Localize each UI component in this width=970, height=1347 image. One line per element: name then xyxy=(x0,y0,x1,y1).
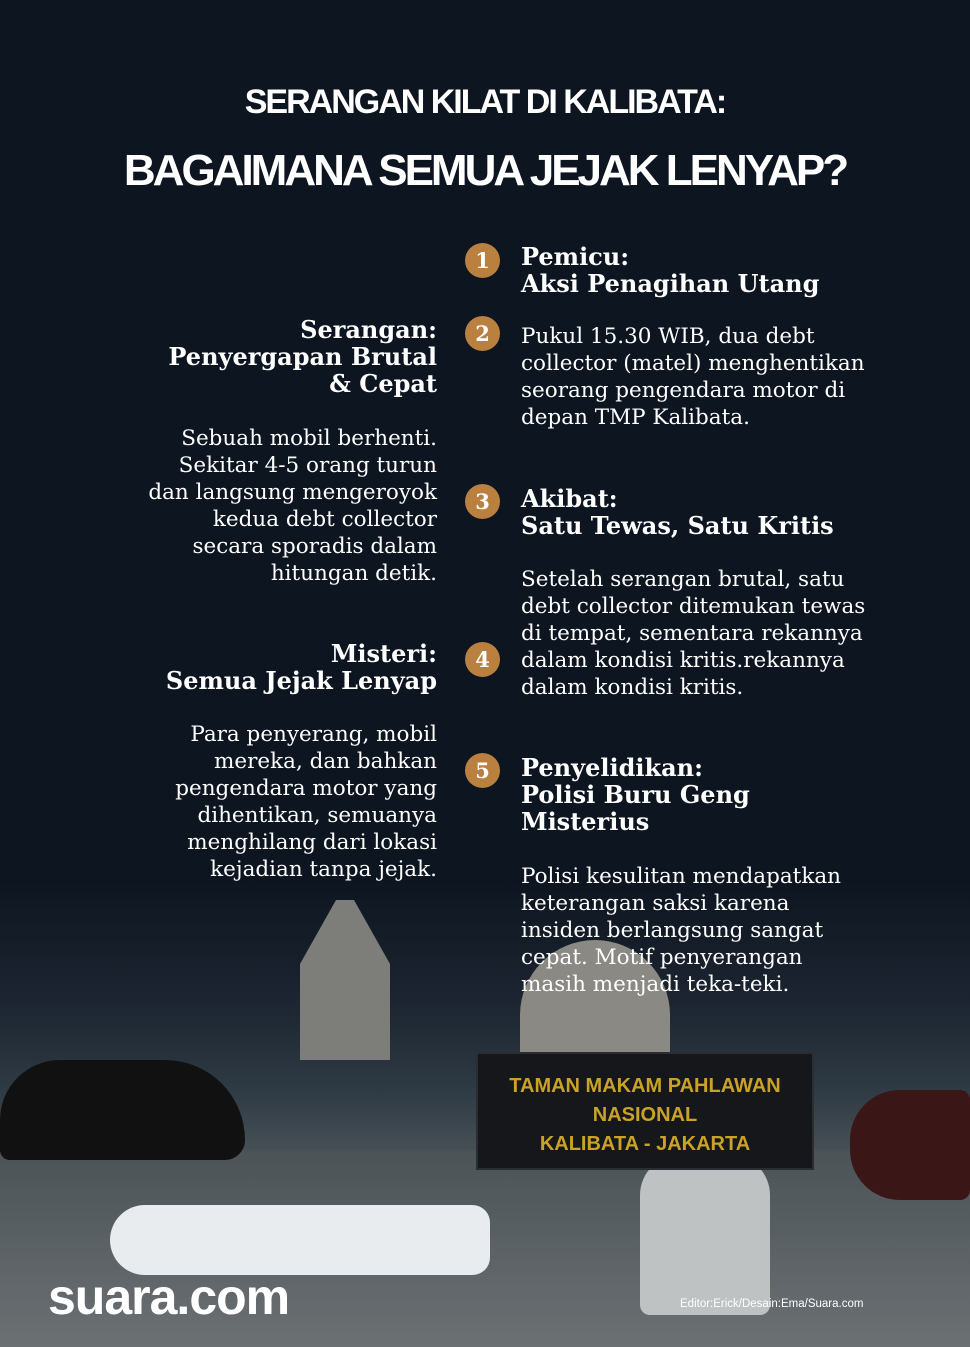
step-badge-2: 2 xyxy=(465,316,500,351)
sign-line-2: NASIONAL xyxy=(592,1104,698,1126)
trigger-heading: Pemicu: Aksi Penagihan Utang xyxy=(521,242,820,298)
sign-line-3: KALIBATA - JAKARTA xyxy=(539,1133,751,1155)
mystery-heading: Misteri: Semua Jejak Lenyap xyxy=(165,639,437,695)
cemetery-sign xyxy=(476,1052,814,1170)
motorcycle xyxy=(850,1090,970,1200)
trigger-body: Pukul 15.30 WIB, dua debt collector (matel) menghentikan seorang pengendara motor di depan TMP Kalibata. xyxy=(521,324,865,430)
investigation-heading: Penyelidikan: Polisi Buru Geng Misterius xyxy=(521,753,750,836)
credit-text: Editor:Erick/Desain:Ema/Suara.com xyxy=(680,1298,864,1310)
suara-logo: suara.com xyxy=(48,1269,290,1325)
step-badge-3: 3 xyxy=(465,484,500,519)
mystery-body: Para penyerang, mobil mereka, dan bahkan pengendara motor yang dihentikan, semuanya menghilang dari lokasi kejadian tanpa jejak. xyxy=(175,722,437,882)
step-badge-4: 4 xyxy=(465,642,500,677)
title-line-2: BAGAIMANA SEMUA JEJAK LENYAP? xyxy=(123,146,847,195)
attack-heading: Serangan: Penyergapan Brutal & Cepat xyxy=(168,315,437,398)
step-badge-1: 1 xyxy=(465,243,500,278)
injured-man xyxy=(640,1155,770,1315)
title-line-1: SERANGAN KILAT DI KALIBATA: xyxy=(244,83,726,121)
result-heading: Akibat: Satu Tewas, Satu Kritis xyxy=(521,484,834,540)
attack-body: Sebuah mobil berhenti. Sekitar 4-5 orang turun dan langsung mengeroyok kedua debt collector secara sporadis dalam hitungan detik. xyxy=(148,426,437,586)
result-body: Setelah serangan brutal, satu debt collector ditemukan tewas di tempat, sementara rekannya dalam kondisi kritis.rekannya dalam kondisi kritis. xyxy=(521,567,866,700)
fallen-victim xyxy=(110,1205,490,1275)
investigation-body: Polisi kesulitan mendapatkan keterangan saksi karena insiden berlangsung sangat cepat. Motif penyerangan masih menjadi teka-teki. xyxy=(521,864,842,997)
sign-line-1: TAMAN MAKAM PAHLAWAN xyxy=(509,1075,781,1097)
step-badge-5: 5 xyxy=(465,753,500,788)
car xyxy=(0,1060,245,1160)
